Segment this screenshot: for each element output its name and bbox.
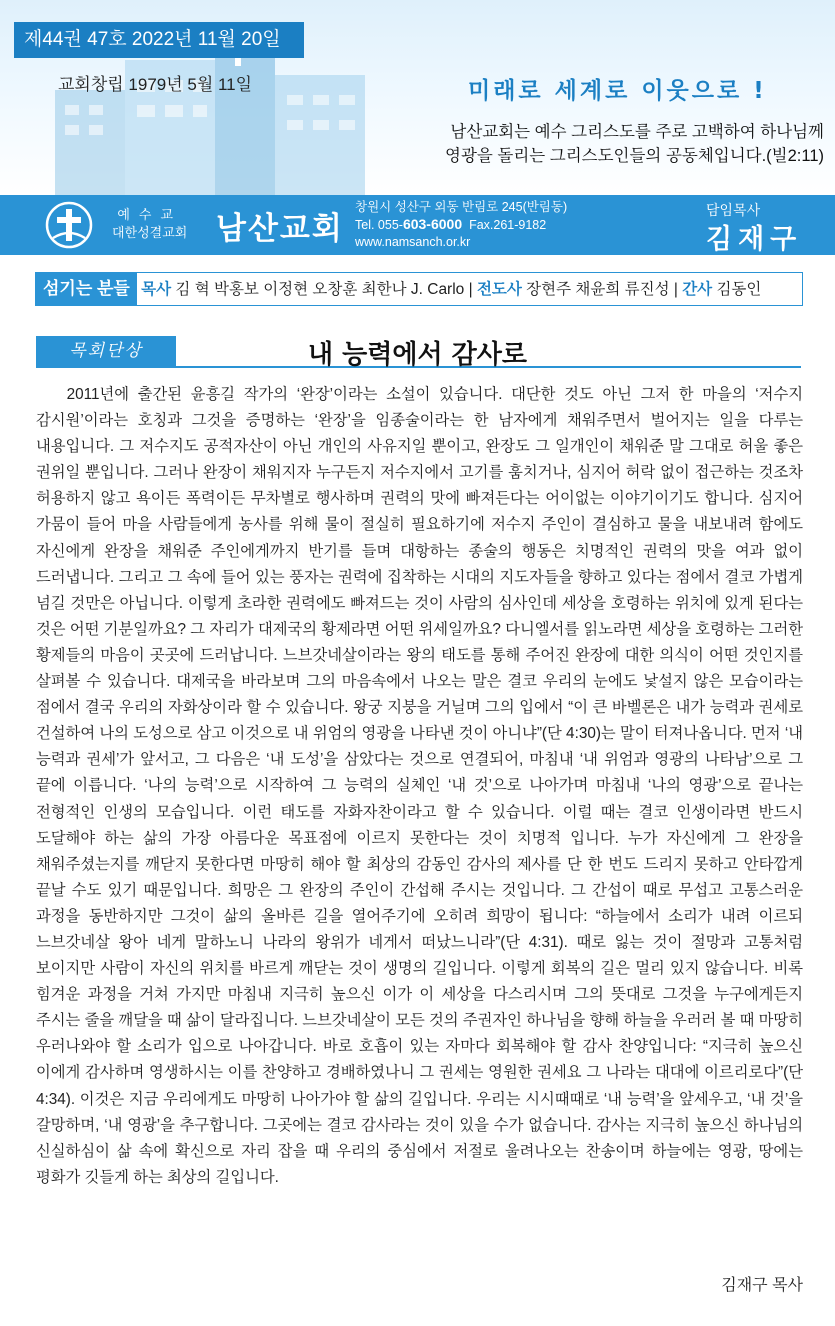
church-name: 남산교회 bbox=[216, 211, 344, 247]
mission-line-2: 영광을 돌리는 그리스도인들의 공동체입니다.(빌2:11) bbox=[445, 147, 824, 165]
contact-info bbox=[355, 199, 567, 251]
deacon-role: 간사 bbox=[682, 281, 713, 298]
pastors-names: 김 혁 박홍보 이정현 오창훈 최한나 J. Carlo bbox=[175, 281, 465, 298]
article-title: 내 능력에서 감사로 bbox=[307, 340, 528, 370]
staff-label: 섬기는 분들 bbox=[36, 273, 137, 305]
staff-list: 섬기는 분들 목사 김 혁 박홍보 이정현 오창훈 최한나 J. Carlo | 전도사 장현주 채윤희 류진성 | 간사 김동인 bbox=[35, 272, 803, 306]
article-body: 2011년에 출간된 윤흥길 작가의 ‘완장’이라는 소설이 있습니다. 대단한 것도 아닌 그저 한 마을의 ‘저수지 감시원’이라는 호칭과 그것을 증명하는 ‘완장’을 임종술이라는 한 남자에게 채워주면서 벌어지는 일을 다루는 내용입니다. 그 저수지도 공적자산이 아닌 개인의 사유지일 뿐이고, 완장도 그 일개인이 채워준 말 그대로 허울 좋은 권위일 뿐입니다. 그러나 완장이 채워지자 누구든지 저수지에서 고기를 훔치거나, 심지어 허락 없이 접근하는 것조차 허용하지 않고 욕이든 폭력이든 무차별로 행사하며 권력의 맛에 빠져든다는 어이없는 이야기이기도 합니다. 심지어 가뭄이 들어 마을 사람들에게 농사를 위해 물이 절실히 필요하기에 저수지 주인이 결심하고 물을 내보내려 함에도 자신에게 완장을 채워준 주인에게까지 반기를 들며 대항하는 종술의 행동은 치명적인 권력의 맛을 여과 없이 드러냅니다. 그리고 그 속에 들어 있는 풍자는 권력에 집착하는 시대의 지도자들을 향하고 있다는 점에서 결코 가볍게 넘길 것만은 아닙니다. 이렇게 초라한 권력에도 빠져드는 것이 사람의 심사인데 세상을 호령하는 위치에 있게 된다는 것은 어떤 기분일까요? 그 자리가 대제국의 황제라면 어떤 위세일까요? 다니엘서를 읽노라면 세상을 호령하는 그러한 황제들의 마음이 곳곳에 드러납니다. 느브갓네살이라는 왕의 태도를 통해 주어진 완장에 대한 의식이 어떤 것인지를 살펴볼 수 있습니다. 대제국을 바라보며 그의 마음속에서 나오는 말은 결코 우리의 눈에도 낯설지 않은 모습이라는 점에서 결국 우리의 자화상이라 할 수 있습니다. 왕궁 지붕을 거닐며 그의 입에서 “이 큰 바벨론은 내가 능력과 권세로 건설하여 나의 도성으로 삼고 이것으로 내 위엄의 영광을 나타낸 것이 아니냐”(단 4:30)는 말이 터져나옵니다. 먼저 ‘내 능력과 권세’가 앞서고, 그 다음은 ‘내 도성’을 삼았다는 것으로 연결되어, 마침내 ‘내 위엄과 영광의 나타남’으로 그 끝에 이릅니다. ‘나의 능력’으로 시작하여 그 능력의 실체인 ‘내 것’으로 나아가며 마침내 ‘나의 영광’으로 끝나는 전형적인 인생의 모습입니다. 이런 태도를 자화자찬이라고 할 수 있습니다. 이럴 때는 결코 인생이라면 반드시 도달해야 하는 삶의 가장 아름다운 목표점에 이르지 못한다는 것이 치명적 입니다. 누가 자신에게 그 완장을 채워주셨는지를 깨닫지 못한다면 마땅히 해야 할 최상의 감동인 감사의 제사를 단 한 번도 드리지 못하고 안타깝게 끝날 수도 있기 때문입니다. 희망은 그 완장의 주인이 간섭해 주시는 것입니다. 그 간섭이 때로 무섭고 고통스러운 과정을 동반하지만 그것이 삶의 올바른 길을 열어주기에 오히려 희망이 됩니다: “하늘에서 소리가 내려 이르되 느브갓네살 왕아 네게 말하노니 나라의 왕위가 네게서 떠났느니라”(단 4:31). 때로 잃는 것이 절망과 고통처럼 보이지만 사람이 자신의 위치를 바르게 깨닫는 것이 생명의 길입니다. 이렇게 회복의 길은 멀리 있지 않습니다. 비록 힘겨운 과정을 거쳐 가지만 마침내 지극히 높으신 이가 이 세상을 다스리시며 그의 뜻대로 그것을 누구에게든지 주시는 줄을 깨달을 때 삶이 달라집니다. 느브갓네살이 모든 것의 주권자인 하나님을 향해 하늘을 우러러 볼 때 마땅히 우러나와야 할 소리가 입으로 나아갑니다. 바로 호흡이 있는 자마다 회복해야 할 감사 찬양입니다: “지극히 높으신 이에게 감사하며 영생하시는 이를 찬양하고 경배하였나니 그 권세는 영원한 권세요 그 나라는 대대에 이르리로다”(단 4:34). 이것은 지금 우리에게도 마땅히 나아가야 할 삶의 길입니다. 우리는 시시때때로 ‘내 능력’을 앞세우고, ‘내 것’을 갈망하며, ‘내 영광’을 추구합니다. 그곳에는 결코 감사라는 것이 있을 수가 없습니다. 감사는 지극히 높으신 하나님의 신실하심이 삶 속에 확신으로 자리 잡을 때 우리의 중심에서 저절로 울려나오는 찬송이며 하늘에는 영광, 땅에는 평화가 깃들게 하는 최상의 길입니다. bbox=[36, 386, 803, 1186]
pastors-role: 목사 bbox=[141, 281, 172, 298]
church-address: 창원시 성산구 외동 반림로 245(반림동) bbox=[355, 200, 568, 214]
article-author: 김재구 목사 bbox=[721, 1277, 803, 1294]
denomination bbox=[112, 206, 187, 242]
website-link[interactable]: www.namsanch.or.kr bbox=[355, 235, 471, 249]
section-label: 목회단상 bbox=[36, 336, 176, 366]
deacon-name: 김동인 bbox=[716, 281, 762, 298]
denomination-line-2: 대한성결교회 bbox=[112, 225, 188, 240]
denomination-line-1: 예수교 bbox=[117, 207, 183, 222]
senior-pastor-role: 담임목사 bbox=[706, 202, 761, 218]
senior-pastor-name: 김재구 bbox=[706, 224, 803, 255]
mission-statement bbox=[374, 120, 824, 168]
mission-line-1: 남산교회는 예수 그리스도를 주로 고백하여 하나님께 bbox=[450, 123, 824, 141]
church-motto: 미래로 세계로 이웃으로 ! bbox=[468, 78, 767, 104]
evangelists-role: 전도사 bbox=[476, 281, 522, 298]
phone-prefix: Tel. 055- bbox=[355, 218, 403, 232]
phone-fax bbox=[355, 216, 567, 234]
fax-number: Fax.261-9182 bbox=[469, 218, 547, 232]
church-info-band bbox=[0, 195, 835, 255]
issue-info: 제44권 47호 2022년 11월 20일 bbox=[14, 22, 304, 58]
phone-main: 603-6000 bbox=[402, 216, 463, 232]
founding-date: 교회창립 1979년 5월 11일 bbox=[58, 75, 253, 94]
evangelists-names: 장현주 채윤희 류진성 bbox=[526, 281, 670, 298]
bulletin-header bbox=[0, 0, 835, 195]
church-logo-icon bbox=[44, 200, 94, 250]
